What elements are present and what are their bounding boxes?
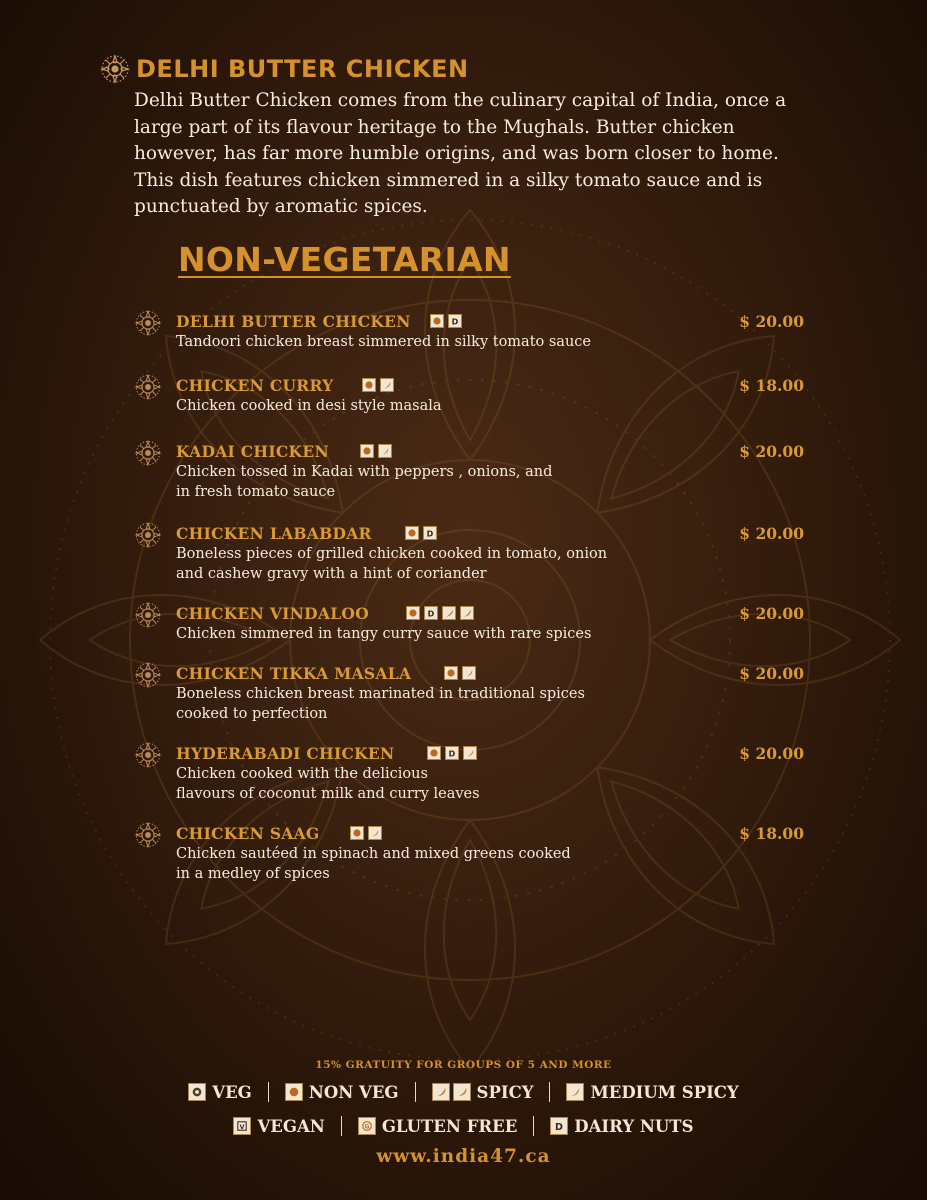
legend-icons — [566, 1083, 584, 1101]
intro-title: DELHI BUTTER CHICKEN — [136, 55, 469, 83]
item-price: $ 20.00 — [739, 604, 804, 623]
description-line: Chicken sautéed in spinach and mixed greens cooked — [176, 846, 571, 862]
legend-icons — [188, 1083, 206, 1101]
description-line: Boneless chicken breast marinated in traditional spices — [176, 686, 585, 702]
item-description — [176, 844, 696, 884]
non-veg-icon — [406, 606, 420, 620]
item-name: CHICKEN SAAG — [176, 824, 320, 843]
item-name: CHICKEN TIKKA MASALA — [176, 664, 412, 683]
item-name: CHICKEN LABABDAR — [176, 524, 372, 543]
description-line: Chicken simmered in tangy curry sauce with rare spices — [176, 626, 592, 642]
legend-item — [432, 1083, 534, 1102]
non-veg-icon — [405, 526, 419, 540]
legend-label: GLUTEN FREE — [381, 1116, 518, 1136]
legend-label: VEGAN — [257, 1116, 325, 1136]
gluten-free-icon — [358, 1117, 376, 1135]
legend-label: SPICY — [476, 1082, 534, 1102]
item-description — [176, 332, 696, 352]
item-price: $ 20.00 — [739, 664, 804, 683]
legend-item — [233, 1117, 324, 1136]
item-price: $ 18.00 — [739, 376, 804, 395]
non-veg-icon — [285, 1083, 303, 1101]
dietary-badges — [350, 826, 382, 840]
svg-text:D: D — [426, 529, 434, 538]
intro-block — [100, 54, 800, 221]
legend-icons — [285, 1083, 303, 1101]
item-name: KADAI CHICKEN — [176, 442, 329, 461]
non-veg-icon — [427, 746, 441, 760]
legend-separator — [549, 1082, 550, 1102]
legend-icons — [432, 1083, 471, 1101]
section-title: NON-VEGETARIAN — [178, 240, 511, 279]
svg-text:D: D — [555, 1121, 564, 1132]
spicy-icon — [460, 606, 474, 620]
description-line: cooked to perfection — [176, 706, 328, 722]
item-description — [176, 396, 696, 416]
legend-item — [358, 1117, 517, 1136]
mandala-icon — [134, 373, 162, 401]
legend-item — [550, 1117, 693, 1136]
description-line: Boneless pieces of grilled chicken cooked in tomato, onion — [176, 546, 608, 562]
dairy-nuts-icon — [448, 314, 462, 328]
gratuity-note: 15% GRATUITY FOR GROUPS OF 5 AND MORE — [315, 1059, 612, 1071]
legend-row — [0, 1116, 927, 1136]
legend-icons — [358, 1117, 376, 1135]
svg-text:V: V — [240, 1123, 245, 1131]
spicy-icon — [432, 1083, 450, 1101]
item-price: $ 20.00 — [739, 744, 804, 763]
dietary-badges — [406, 606, 474, 620]
legend-separator — [268, 1082, 269, 1102]
spicy-icon — [442, 606, 456, 620]
dairy-nuts-icon — [445, 746, 459, 760]
description-line: Chicken tossed in Kadai with peppers , onions, and — [176, 464, 553, 480]
item-price: $ 20.00 — [739, 312, 804, 331]
description-line: in fresh tomato sauce — [176, 484, 336, 500]
non-veg-icon — [430, 314, 444, 328]
description-line: flavours of coconut milk and curry leaves — [176, 786, 480, 802]
website-link[interactable]: www.india47.ca — [376, 1146, 551, 1167]
legend-separator — [533, 1116, 534, 1136]
non-veg-icon — [360, 444, 374, 458]
item-name: CHICKEN CURRY — [176, 376, 334, 395]
legend-label: NON VEG — [308, 1082, 399, 1102]
item-description — [176, 544, 696, 584]
item-price: $ 20.00 — [739, 524, 804, 543]
item-name: DELHI BUTTER CHICKEN — [176, 312, 411, 331]
item-price: $ 20.00 — [739, 442, 804, 461]
mandala-icon — [134, 601, 162, 629]
item-price: $ 18.00 — [739, 824, 804, 843]
intro-header — [100, 54, 800, 84]
svg-text:D: D — [448, 749, 456, 758]
medium-spicy-icon — [463, 746, 477, 760]
legend-separator — [415, 1082, 416, 1102]
non-veg-icon — [362, 378, 376, 392]
dietary-badges — [430, 314, 462, 328]
dietary-badges — [427, 746, 477, 760]
dairy-nuts-icon — [424, 606, 438, 620]
medium-spicy-icon — [368, 826, 382, 840]
svg-text:G: G — [364, 1123, 370, 1131]
non-veg-icon — [350, 826, 364, 840]
svg-text:D: D — [427, 609, 435, 618]
mandala-icon — [134, 439, 162, 467]
dairy-nuts-icon — [423, 526, 437, 540]
veg-icon — [188, 1083, 206, 1101]
mandala-icon — [134, 661, 162, 689]
spicy-icon — [453, 1083, 471, 1101]
legend-label: MEDIUM SPICY — [590, 1082, 739, 1102]
dairy-nuts-icon — [550, 1117, 568, 1135]
medium-spicy-icon — [566, 1083, 584, 1101]
legend-icons — [233, 1117, 251, 1135]
non-veg-icon — [444, 666, 458, 680]
description-line: and cashew gravy with a hint of coriander — [176, 566, 487, 582]
legend-item — [566, 1083, 738, 1102]
legend-item — [188, 1083, 251, 1102]
dietary-badges — [444, 666, 476, 680]
mandala-icon — [100, 54, 130, 84]
dietary-badges — [405, 526, 437, 540]
mandala-icon — [134, 741, 162, 769]
medium-spicy-icon — [380, 378, 394, 392]
item-description — [176, 764, 696, 804]
intro-description: Delhi Butter Chicken comes from the culinary capital of India, once a large part of its flavour heritage to the Mughals. Butter chicken however, has far more humble origins, and was born closer to home. This dish features chicken simmered in a silky tomato sauce and is punctuated by aromatic spices. — [134, 90, 787, 217]
legend-row — [0, 1082, 927, 1102]
legend-icons — [550, 1117, 568, 1135]
dietary-badges — [360, 444, 392, 458]
legend-label: DAIRY NUTS — [574, 1116, 694, 1136]
description-line: Chicken cooked in desi style masala — [176, 398, 442, 414]
description-line: in a medley of spices — [176, 866, 330, 882]
medium-spicy-icon — [378, 444, 392, 458]
legend-label: VEG — [212, 1082, 252, 1102]
legend-separator — [341, 1116, 342, 1136]
mandala-icon — [134, 821, 162, 849]
item-description — [176, 624, 696, 644]
item-name: HYDERABADI CHICKEN — [176, 744, 395, 763]
medium-spicy-icon — [462, 666, 476, 680]
description-line: Chicken cooked with the delicious — [176, 766, 428, 782]
dietary-badges — [362, 378, 394, 392]
item-description — [176, 462, 696, 502]
description-line: Tandoori chicken breast simmered in silky tomato sauce — [176, 334, 591, 350]
vegan-icon — [233, 1117, 251, 1135]
item-name: CHICKEN VINDALOO — [176, 604, 370, 623]
legend-item — [285, 1083, 399, 1102]
svg-text:D: D — [451, 317, 459, 326]
mandala-icon — [134, 521, 162, 549]
item-description — [176, 684, 696, 724]
mandala-icon — [134, 309, 162, 337]
